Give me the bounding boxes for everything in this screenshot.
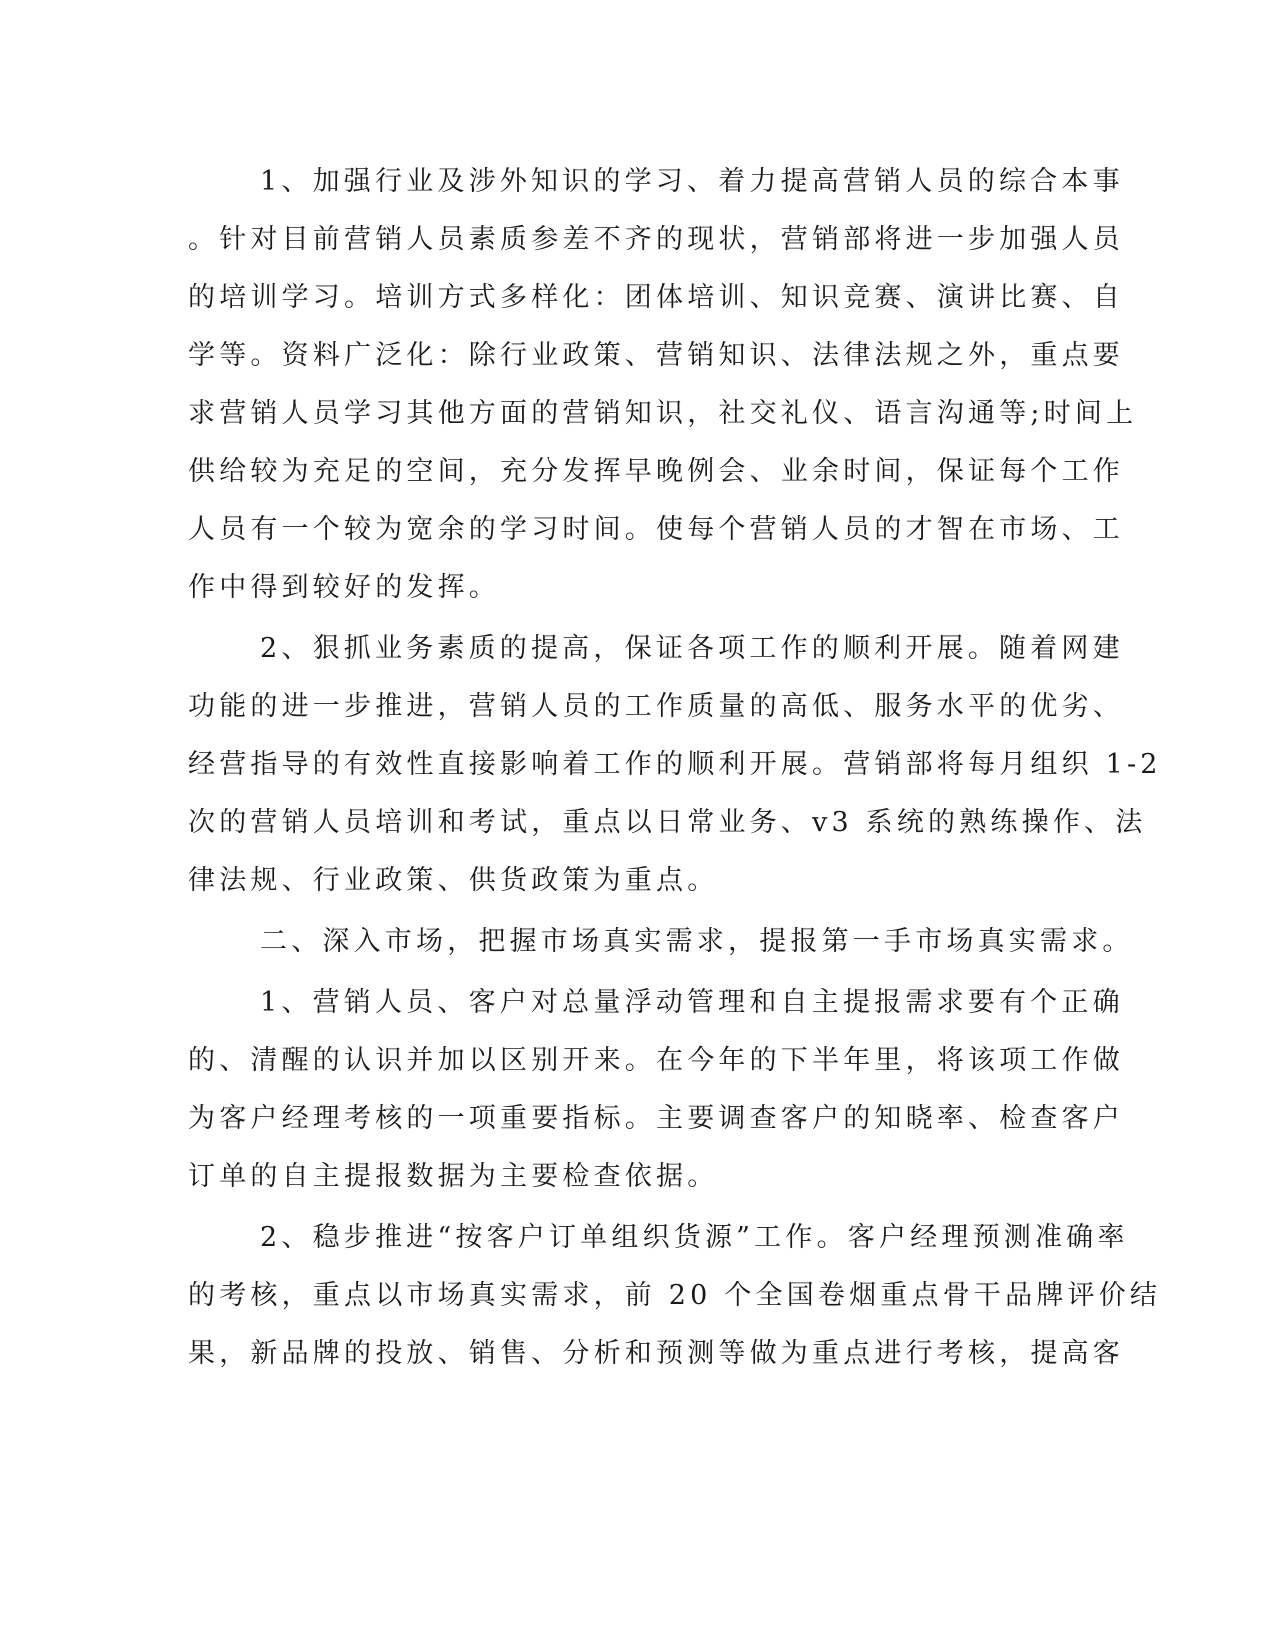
- section-heading: 二、深入市场，把握市场真实需求，提报第一手市场真实需求。: [260, 926, 1134, 957]
- paragraph-2-line-1: 2、狠抓业务素质的提高，保证各项工作的顺利开展。随着网建: [260, 633, 1124, 664]
- paragraph-2-line-4: 次的营销人员培训和考试，重点以日常业务、v3 系统的熟练操作、法: [188, 807, 1147, 838]
- paragraph-1-line-1: 1、加强行业及涉外知识的学习、着力提高营销人员的综合本事: [260, 166, 1124, 197]
- paragraph-3-line-2: 的、清醒的认识并加以区别开来。在今年的下半年里，将该项工作做: [188, 1045, 1124, 1076]
- paragraph-4-line-1: 2、稳步推进“按客户订单组织货源”工作。客户经理预测准确率: [260, 1222, 1129, 1253]
- paragraph-1-line-6: 供给较为充足的空间，充分发挥早晚例会、业余时间，保证每个工作: [188, 456, 1124, 487]
- paragraph-1-line-2: 。针对目前营销人员素质参差不齐的现状，营销部将进一步加强人员: [188, 224, 1124, 255]
- paragraph-2-line-3: 经营指导的有效性直接影响着工作的顺利开展。营销部将每月组织 1-2: [188, 749, 1162, 780]
- paragraph-1-line-7: 人员有一个较为宽余的学习时间。使每个营销人员的才智在市场、工: [188, 514, 1124, 545]
- paragraph-1-line-8: 作中得到较好的发挥。: [188, 572, 500, 603]
- paragraph-1-line-5: 求营销人员学习其他方面的营销知识，社交礼仪、语言沟通等;时间上: [188, 398, 1138, 429]
- paragraph-4-line-2: 的考核，重点以市场真实需求，前 20 个全国卷烟重点骨干品牌评价结: [188, 1280, 1162, 1311]
- paragraph-3-line-3: 为客户经理考核的一项重要指标。主要调查客户的知晓率、检查客户: [188, 1103, 1124, 1134]
- paragraph-1-line-4: 学等。资料广泛化：除行业政策、营销知识、法律法规之外，重点要: [188, 340, 1124, 371]
- paragraph-3-line-1: 1、营销人员、客户对总量浮动管理和自主提报需求要有个正确: [260, 987, 1124, 1018]
- paragraph-4-line-3: 果，新品牌的投放、销售、分析和预测等做为重点进行考核，提高客: [188, 1338, 1124, 1369]
- paragraph-2-line-5: 律法规、行业政策、供货政策为重点。: [188, 865, 719, 896]
- paragraph-2-line-2: 功能的进一步推进，营销人员的工作质量的高低、服务水平的优劣、: [188, 691, 1124, 722]
- paragraph-3-line-4: 订单的自主提报数据为主要检查依据。: [188, 1161, 719, 1192]
- paragraph-1-line-3: 的培训学习。培训方式多样化：团体培训、知识竞赛、演讲比赛、自: [188, 282, 1124, 313]
